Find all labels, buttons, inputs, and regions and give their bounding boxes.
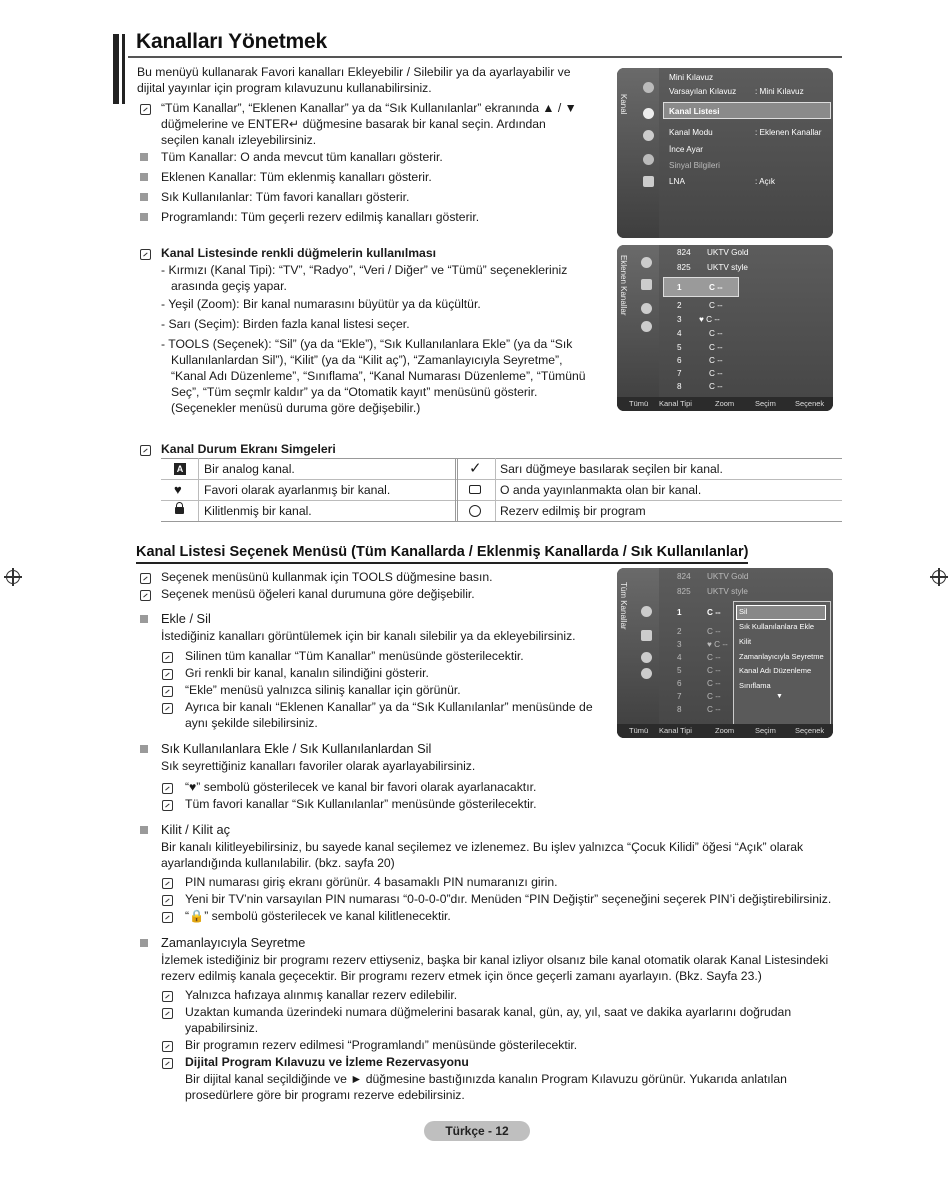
menu-item[interactable]: İnce Ayar [669, 145, 703, 154]
channel-row[interactable]: 5 [677, 666, 682, 675]
table-row-border [161, 500, 842, 501]
kilit-text: Bir kanalı kilitleyebilirsiniz, bu sayede kanal seçilemez ve izlenemez. Bu işlev yalnızca “Çocuk Kilidi” öğesi “Açık” olarak ayarlandığında kullanılabilir. (bkz. sayfa 20) [161, 840, 804, 870]
channel-row[interactable]: C -- [709, 356, 723, 365]
menu-item[interactable]: LNA [669, 177, 685, 186]
channel-row[interactable]: C -- [707, 705, 721, 714]
bullet-icon [140, 745, 148, 753]
note-icon [162, 652, 173, 663]
list-item: Sık Kullanılanlar: Tüm favori kanalları gösterir. [161, 190, 410, 204]
green-button-text: - Yeşil (Zoom): Bir kanal numarasını büyütür ya da küçültür. [161, 297, 481, 311]
option-item[interactable]: Sık Kullanılanlara Ekle [739, 622, 815, 631]
table-col-divider [455, 458, 458, 521]
note-icon [162, 878, 173, 889]
menu-sidebar [617, 68, 659, 238]
channel-number: 824 [677, 248, 691, 257]
status-text: Bir analog kanal. [204, 462, 295, 476]
channel-row[interactable]: 6 [677, 356, 682, 365]
ekle-note: Gri renkli bir kanal, kanalın silindiğini gösterir. [185, 666, 429, 680]
menu-footer [617, 724, 833, 738]
option-item[interactable]: Kilit [739, 637, 752, 646]
scroll-down-icon[interactable]: ▼ [776, 693, 783, 700]
menu-side-label: Tüm Kanallar [619, 582, 628, 630]
note-icon [140, 249, 151, 260]
channel-row[interactable]: C -- [707, 666, 721, 675]
footer-select: Seçim [755, 399, 776, 408]
bullet-icon [140, 826, 148, 834]
status-text: O anda yayınlanmakta olan bir kanal. [500, 483, 702, 497]
channel-row[interactable]: ♥ C -- [707, 640, 728, 649]
heart-icon: ♥ [174, 482, 182, 497]
analog-icon: A [174, 463, 186, 475]
note-icon [162, 686, 173, 697]
bullet-icon [140, 939, 148, 947]
heart-icon [641, 652, 652, 663]
fav-text: Sık seyrettiğiniz kanalları favoriler olarak ayarlayabilirsiniz. [161, 759, 476, 773]
footer-option: Seçenek [795, 726, 825, 735]
status-text: Kilitlenmiş bir kanal. [204, 504, 312, 518]
bullet-icon [140, 173, 148, 181]
clock-icon [641, 321, 652, 332]
color-buttons-heading: Kanal Listesinde renkli düğmelerin kullanılması [161, 246, 436, 260]
gear-icon [643, 130, 654, 141]
bullet-icon [140, 153, 148, 161]
title-bar-thick [113, 34, 119, 104]
ekle-text: İstediğiniz kanalları görüntülemek için bir kanalı silebilir ya da ekleyebilirsiniz. [161, 629, 576, 643]
menu-item-value: : Eklenen Kanallar [755, 128, 822, 137]
list-item: Tüm Kanallar: O anda mevcut tüm kanalları gösterir. [161, 150, 443, 164]
note-icon [162, 991, 173, 1002]
footer-zoom: Zoom [715, 726, 735, 735]
title-bar-thin [122, 34, 125, 104]
ekle-note: “Ekle” menüsü yalnızca siliniş kanallar için görünür. [185, 683, 461, 697]
title-underline [128, 56, 842, 58]
channel-row[interactable]: C -- [707, 679, 721, 688]
channel-row[interactable]: ♥ C -- [699, 315, 720, 324]
note-icon [162, 703, 173, 714]
menu-main [659, 68, 833, 238]
channel-row[interactable]: C -- [709, 343, 723, 352]
option-item[interactable]: Sil [739, 607, 748, 616]
zaman-note: Uzaktan kumanda üzerindeki numara düğmelerini basarak kanal, gün, ay, yıl, saat ve dakika ayarlarını doğrudan yapabilirsiniz. [185, 1005, 792, 1035]
table-row-border [161, 479, 842, 480]
antenna-icon [641, 257, 652, 268]
table-col-border [198, 458, 199, 521]
section-note: Seçenek menüsünü kullanmak için TOOLS düğmesine basın. [161, 570, 493, 584]
heart-icon [641, 303, 652, 314]
footer-option: Seçenek [795, 399, 825, 408]
menu-item[interactable]: Kanal Modu [669, 128, 713, 137]
menu-item-value: : Mini Kılavuz [755, 87, 804, 96]
option-highlight [736, 605, 826, 620]
footer-zoom: Zoom [715, 399, 735, 408]
channel-number: 825 [677, 263, 691, 272]
note-icon [140, 104, 151, 115]
clock-icon [469, 505, 481, 517]
zaman-heading: Zamanlayıcıyla Seyretme [161, 935, 306, 950]
add-icon [641, 630, 652, 641]
footer-select: Seçim [755, 726, 776, 735]
channel-number: 824 [677, 572, 691, 581]
menu-main [659, 568, 833, 738]
option-item[interactable]: Sınıflama [739, 681, 771, 690]
option-item[interactable]: Zamanlayıcıyla Seyretme [739, 652, 824, 661]
channel-number: 825 [677, 587, 691, 596]
fav-note: “♥” sembolü gösterilecek ve kanal bir favori olarak ayarlanacaktır. [185, 780, 537, 794]
ekle-note: Ayrıca bir kanalı “Eklenen Kanallar” ya da “Sık Kullanılanlar” menüsünde de aynı şekilde silebilirsiniz. [185, 700, 593, 730]
menu-main [659, 245, 833, 411]
page-number: Türkçe - 12 [424, 1121, 530, 1141]
picture-icon [643, 82, 654, 93]
zaman-text: İzlemek istediğiniz bir programı rezerv ettiyseniz, başka bir kanal izliyor olsanız bile kanal otomatik olarak Kanal Listesindeki rezerv edilmiş kanala geçecektir. Bir programı rezerv etmek için önce geçerli zamanı ayarlayın. (Bkz. Sayfa 23.) [161, 953, 829, 983]
channel-highlight [663, 277, 739, 297]
kilit-note: “🔒” sembolü gösterilecek ve kanal kilitlenecektir. [185, 909, 451, 923]
channel-name: UKTV Gold [707, 248, 749, 257]
channel-row[interactable]: C -- [707, 627, 721, 636]
table-col-border [495, 458, 496, 521]
channel-row[interactable]: C -- [709, 369, 723, 378]
zaman-sub-text: Bir dijital kanal seçildiğinde ve ► düğmesine bastığınızda kanalın Program Kılavuzu görünür. Yukarıda anlatılan prosedürlere göre bir programı rezerve edebilirsiniz. [185, 1072, 787, 1102]
menu-sidebar [617, 245, 659, 411]
list-item: Programlandı: Tüm geçerli rezerv edilmiş kanalları gösterir. [161, 210, 480, 224]
channel-row[interactable]: 1 [677, 283, 682, 292]
intro-note: “Tüm Kanallar”, “Eklenen Kanallar” ya da “Sık Kullanılanlar” ekranında ▲ / ▼ düğmelerine ve ENTER↵ düğmesine basarak bir kanal seçin. Ardından seçilen kanalı izleyebilirsiniz. [161, 101, 577, 147]
added-channels-screenshot [617, 245, 833, 411]
options-menu-screenshot [617, 568, 833, 738]
channel-row[interactable]: 1 [677, 608, 682, 617]
menu-item[interactable]: Varsayılan Kılavuz [669, 87, 737, 96]
intro-text: Bu menüyü kullanarak Favori kanalları Ekleyebilir / Silebilir ya da ayarlayabilir ve dijital yayınlar için program kılavuzunu kullanabilirsiniz. [137, 65, 571, 95]
note-icon [140, 573, 151, 584]
tools-button-text: - TOOLS (Seçenek): “Sil” (ya da “Ekle”), “Sık Kullanılanlara Ekle” (ya da “Sık Kullanılanlardan Sil”), “Kilit” (ya da “Kilit aç”), “Zamanlayıcıyla Seyretme”, “Kanal Adı Düzenleme”, “Sınıflama”, “Kanal Numarası Düzenleme”, “Tümünü Seç”, “Tüm seçmlr kaldır” ya da “Otomatik kayıt” menüsünü gösterir. (Seçenekler menüsü duruma göre değişebilir.) [161, 337, 586, 415]
clock-icon [641, 668, 652, 679]
menu-item-value: : Açık [755, 177, 776, 186]
sound-icon [643, 108, 654, 119]
note-icon [162, 1041, 173, 1052]
footer-type: Kanal Tipi [659, 726, 692, 735]
section-title: Kanal Listesi Seçenek Menüsü (Tüm Kanallarda / Eklenmiş Kanallarda / Sık Kullanılanlar) [136, 544, 749, 560]
bullet-icon [140, 213, 148, 221]
menu-item[interactable]: Mini Kılavuz [669, 73, 714, 82]
channel-row[interactable]: 7 [677, 692, 682, 701]
registration-mark-left [6, 570, 20, 584]
channel-row[interactable]: 8 [677, 382, 682, 391]
status-text: Rezerv edilmiş bir program [500, 504, 646, 518]
status-text: Favori olarak ayarlanmış bir kanal. [204, 483, 391, 497]
table-top-border [161, 458, 842, 459]
menu-sidebar [617, 568, 659, 738]
channel-name: UKTV Gold [707, 572, 749, 581]
channel-row[interactable]: 6 [677, 679, 682, 688]
check-icon: ✓ [469, 460, 482, 477]
option-item[interactable]: Kanal Adı Düzenleme [739, 666, 812, 675]
section-note: Seçenek menüsü öğeleri kanal durumuna göre değişebilir. [161, 587, 475, 601]
channel-row[interactable]: C -- [709, 283, 723, 292]
channel-name: UKTV style [707, 587, 748, 596]
channel-row[interactable]: 5 [677, 343, 682, 352]
channel-row[interactable]: C -- [707, 692, 721, 701]
zaman-sub-heading: Dijital Program Kılavuzu ve İzleme Rezervasyonu [185, 1055, 469, 1069]
channel-row[interactable]: C -- [709, 301, 723, 310]
tv-icon [469, 485, 481, 494]
lock-icon [175, 507, 184, 514]
channel-menu-screenshot [617, 68, 833, 238]
status-text: Sarı düğmeye basılarak seçilen bir kanal. [500, 462, 723, 476]
footer-all: Tümü [629, 726, 649, 735]
menu-footer [617, 397, 833, 411]
list-item: Eklenen Kanallar: Tüm eklenmiş kanalları gösterir. [161, 170, 432, 184]
red-button-text: - Kırmızı (Kanal Tipi): “TV”, “Radyo”, “Veri / Diğer” ve “Tümü” seçenekleriniz arasında geçiş yapar. [161, 263, 568, 293]
channel-row[interactable]: 7 [677, 369, 682, 378]
channel-row[interactable]: C -- [707, 653, 721, 662]
section-underline [136, 562, 748, 564]
yellow-button-text: - Sarı (Seçim): Birden fazla kanal listesi seçer. [161, 317, 410, 331]
add-icon [641, 279, 652, 290]
channel-row[interactable]: C -- [709, 329, 723, 338]
note-icon [162, 669, 173, 680]
channel-row[interactable]: C -- [707, 608, 721, 617]
antenna-icon [641, 606, 652, 617]
note-icon [162, 912, 173, 923]
note-icon [162, 1058, 173, 1069]
footer-type: Kanal Tipi [659, 399, 692, 408]
ekle-note: Silinen tüm kanallar “Tüm Kanallar” menüsünde gösterilecektir. [185, 649, 524, 663]
channel-row[interactable]: 8 [677, 705, 682, 714]
channel-row[interactable]: 4 [677, 329, 682, 338]
note-icon [140, 590, 151, 601]
page-title: Kanalları Yönetmek [136, 30, 327, 53]
note-icon [162, 783, 173, 794]
channel-row[interactable]: 3 [677, 315, 682, 324]
menu-item-disabled: Sinyal Bilgileri [669, 161, 720, 170]
channel-row[interactable]: 2 [677, 301, 682, 310]
registration-mark-right [932, 570, 946, 584]
table-bottom-border [161, 521, 842, 522]
fav-note: Tüm favori kanallar “Sık Kullanılanlar” menüsünde gösterilecektir. [185, 797, 537, 811]
input-icon [643, 154, 654, 165]
options-popup [733, 601, 831, 729]
fav-heading: Sık Kullanılanlara Ekle / Sık Kullanılanlardan Sil [161, 741, 432, 756]
bullet-icon [140, 193, 148, 201]
note-icon [140, 445, 151, 456]
kilit-note: PIN numarası giriş ekranı görünür. 4 basamaklı PIN numaranızı girin. [185, 875, 558, 889]
menu-side-label: Kanal [619, 94, 628, 115]
zaman-note: Yalnızca hafızaya alınmış kanallar rezerv edilebilir. [185, 988, 458, 1002]
note-icon [162, 1008, 173, 1019]
app-icon [643, 176, 654, 187]
channel-name: UKTV style [707, 263, 748, 272]
menu-item-selected[interactable]: Kanal Listesi [669, 107, 720, 116]
note-icon [162, 800, 173, 811]
channel-row[interactable]: C -- [709, 382, 723, 391]
footer-all: Tümü [629, 399, 649, 408]
status-icons-heading: Kanal Durum Ekranı Simgeleri [161, 442, 336, 456]
zaman-note: Bir programın rezerv edilmesi “Programlandı” menüsünde gösterilecektir. [185, 1038, 578, 1052]
channel-row[interactable]: 2 [677, 627, 682, 636]
ekle-heading: Ekle / Sil [161, 611, 211, 626]
note-icon [162, 895, 173, 906]
channel-row[interactable]: 4 [677, 653, 682, 662]
kilit-heading: Kilit / Kilit aç [161, 822, 230, 837]
bullet-icon [140, 615, 148, 623]
channel-row[interactable]: 3 [677, 640, 682, 649]
menu-side-label: Eklenen Kanallar [619, 255, 628, 316]
kilit-note: Yeni bir TV’nin varsayılan PIN numarası “0-0-0-0”dır. Menüden “PIN Değiştir” seçeneğini seçerek PIN’i değiştirebilirsiniz. [185, 892, 832, 906]
